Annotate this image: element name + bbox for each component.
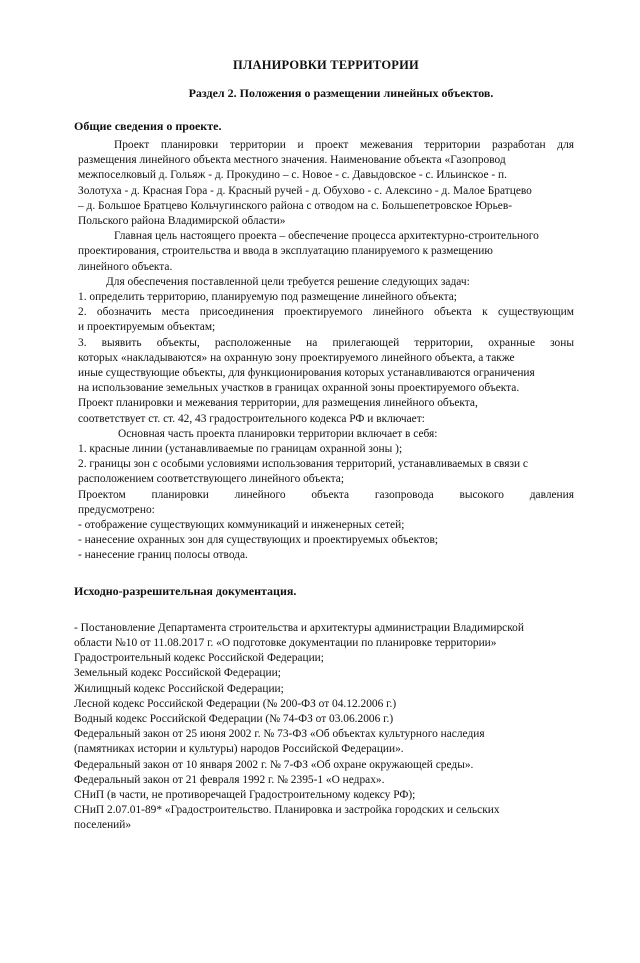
list-item: - отображение существующих коммуникаций и инженерных сетей;: [78, 519, 405, 532]
text-line: и проектируемым объектам;: [78, 321, 216, 334]
text-line: межпоселковый д. Гольяж - д. Прокудино – с. Новое - с. Давыдовское - с. Ильинское - п.: [78, 169, 507, 182]
general-heading: Общие сведения о проекте.: [74, 119, 222, 133]
text-line: линейного объекта.: [78, 260, 173, 273]
list-item: Лесной кодекс Российской Федерации (№ 200-ФЗ от 04.12.2006 г.): [74, 697, 397, 710]
page-title: ПЛАНИРОВКИ ТЕРРИТОРИИ: [233, 58, 419, 72]
list-item: СНиП (в части, не противоречащей Градостроительному кодексу РФ);: [74, 788, 416, 801]
text-line: расположением соответствующего линейного объекта;: [78, 473, 344, 486]
text-line: Для обеспечения поставленной цели требуется решение следующих задач:: [106, 275, 470, 288]
text-line: – д. Большое Братцево Кольчугинского района с отводом на с. Большепетровское Юрьев-: [78, 199, 513, 212]
general-body: [78, 138, 574, 564]
text-line: иные существующие объекты, для функционирования которых устанавливаются ограничения: [78, 367, 535, 380]
list-item: 2. обозначить места присоединения проектируемого линейного объекта к существующим: [78, 306, 574, 319]
list-item: - нанесение границ полосы отвода.: [78, 549, 248, 562]
document-page: [0, 58, 640, 963]
text-line: Главная цель настоящего проекта – обеспечение процесса архитектурно-строительного: [114, 230, 539, 243]
text-line: Проектом планировки линейного объекта газопровода высокого давления: [78, 488, 574, 501]
text-line: размещения линейного объекта местного значения. Наименование объекта «Газопровод: [78, 154, 506, 167]
list-item: - Постановление Департамента строительства и архитектуры администрации Владимирской: [74, 621, 524, 634]
text-line: предусмотрено:: [78, 503, 155, 516]
docs-body: [74, 621, 574, 834]
list-item: СНиП 2.07.01-89* «Градостроительство. Планировка и застройка городских и сельских: [74, 804, 500, 817]
list-item: Градостроительный кодекс Российской Федерации;: [74, 652, 324, 665]
list-item: 3. выявить объекты, расположенные на прилегающей территории, охранные зоны: [78, 336, 574, 349]
text-line: которых «накладываются» на охранную зону проектируемого линейного объекта, а также: [78, 351, 515, 364]
list-item: 1. определить территорию, планируемую под размещение линейного объекта;: [78, 291, 457, 304]
text-line: Польского района Владимирской области»: [78, 215, 286, 228]
text-line: Проект планировки и межевания территории, для размещения линейного объекта,: [78, 397, 478, 410]
list-item: Жилищный кодекс Российской Федерации;: [74, 682, 284, 695]
list-item: Федеральный закон от 25 июня 2002 г. № 73-ФЗ «Об объектах культурного наследия: [74, 728, 485, 741]
text-line: Основная часть проекта планировки территории включает в себя:: [118, 427, 438, 440]
list-item: Земельный кодекс Российской Федерации;: [74, 667, 281, 680]
text-line: на использование земельных участков в границах охранной зоны проектируемого объекта.: [78, 382, 520, 395]
list-item: Федеральный закон от 10 января 2002 г. № 7-ФЗ «Об охране окружающей среды».: [74, 758, 474, 771]
text-line: Проект планировки территории и проект межевания территории разработан для: [114, 139, 574, 151]
text-line: проектирования, строительства и ввода в эксплуатацию планируемого к размещению: [78, 245, 493, 258]
text-line: Золотуха - д. Красная Гора - д. Красный ручей - д. Обухово - с. Алексино - д. Малое Братцево: [78, 184, 532, 197]
list-item: поселений»: [74, 819, 132, 832]
list-item: области №10 от 11.08.2017 г. «О подготовке документации по планировке территории»: [74, 636, 497, 649]
list-item: (памятниках истории и культуры) народов Российской Федерации».: [74, 743, 404, 756]
list-item: 2. границы зон с особыми условиями использования территорий, устанавливаемых в связи с: [78, 458, 528, 471]
text-line: соответствует ст. ст. 42, 43 градостроительного кодекса РФ и включает:: [78, 412, 425, 425]
section-subtitle: Раздел 2. Положения о размещении линейных объектов.: [188, 86, 494, 100]
list-item: Водный кодекс Российской Федерации (№ 74-ФЗ от 03.06.2006 г.): [74, 712, 394, 725]
list-item: - нанесение охранных зон для существующих и проектируемых объектов;: [78, 534, 439, 547]
list-item: Федеральный закон от 21 февраля 1992 г. № 2395-1 «О недрах».: [74, 773, 385, 786]
docs-heading: Исходно-разрешительная документация.: [74, 583, 297, 598]
list-item: 1. красные линии (устанавливаемые по границам охранной зоны );: [78, 443, 403, 456]
